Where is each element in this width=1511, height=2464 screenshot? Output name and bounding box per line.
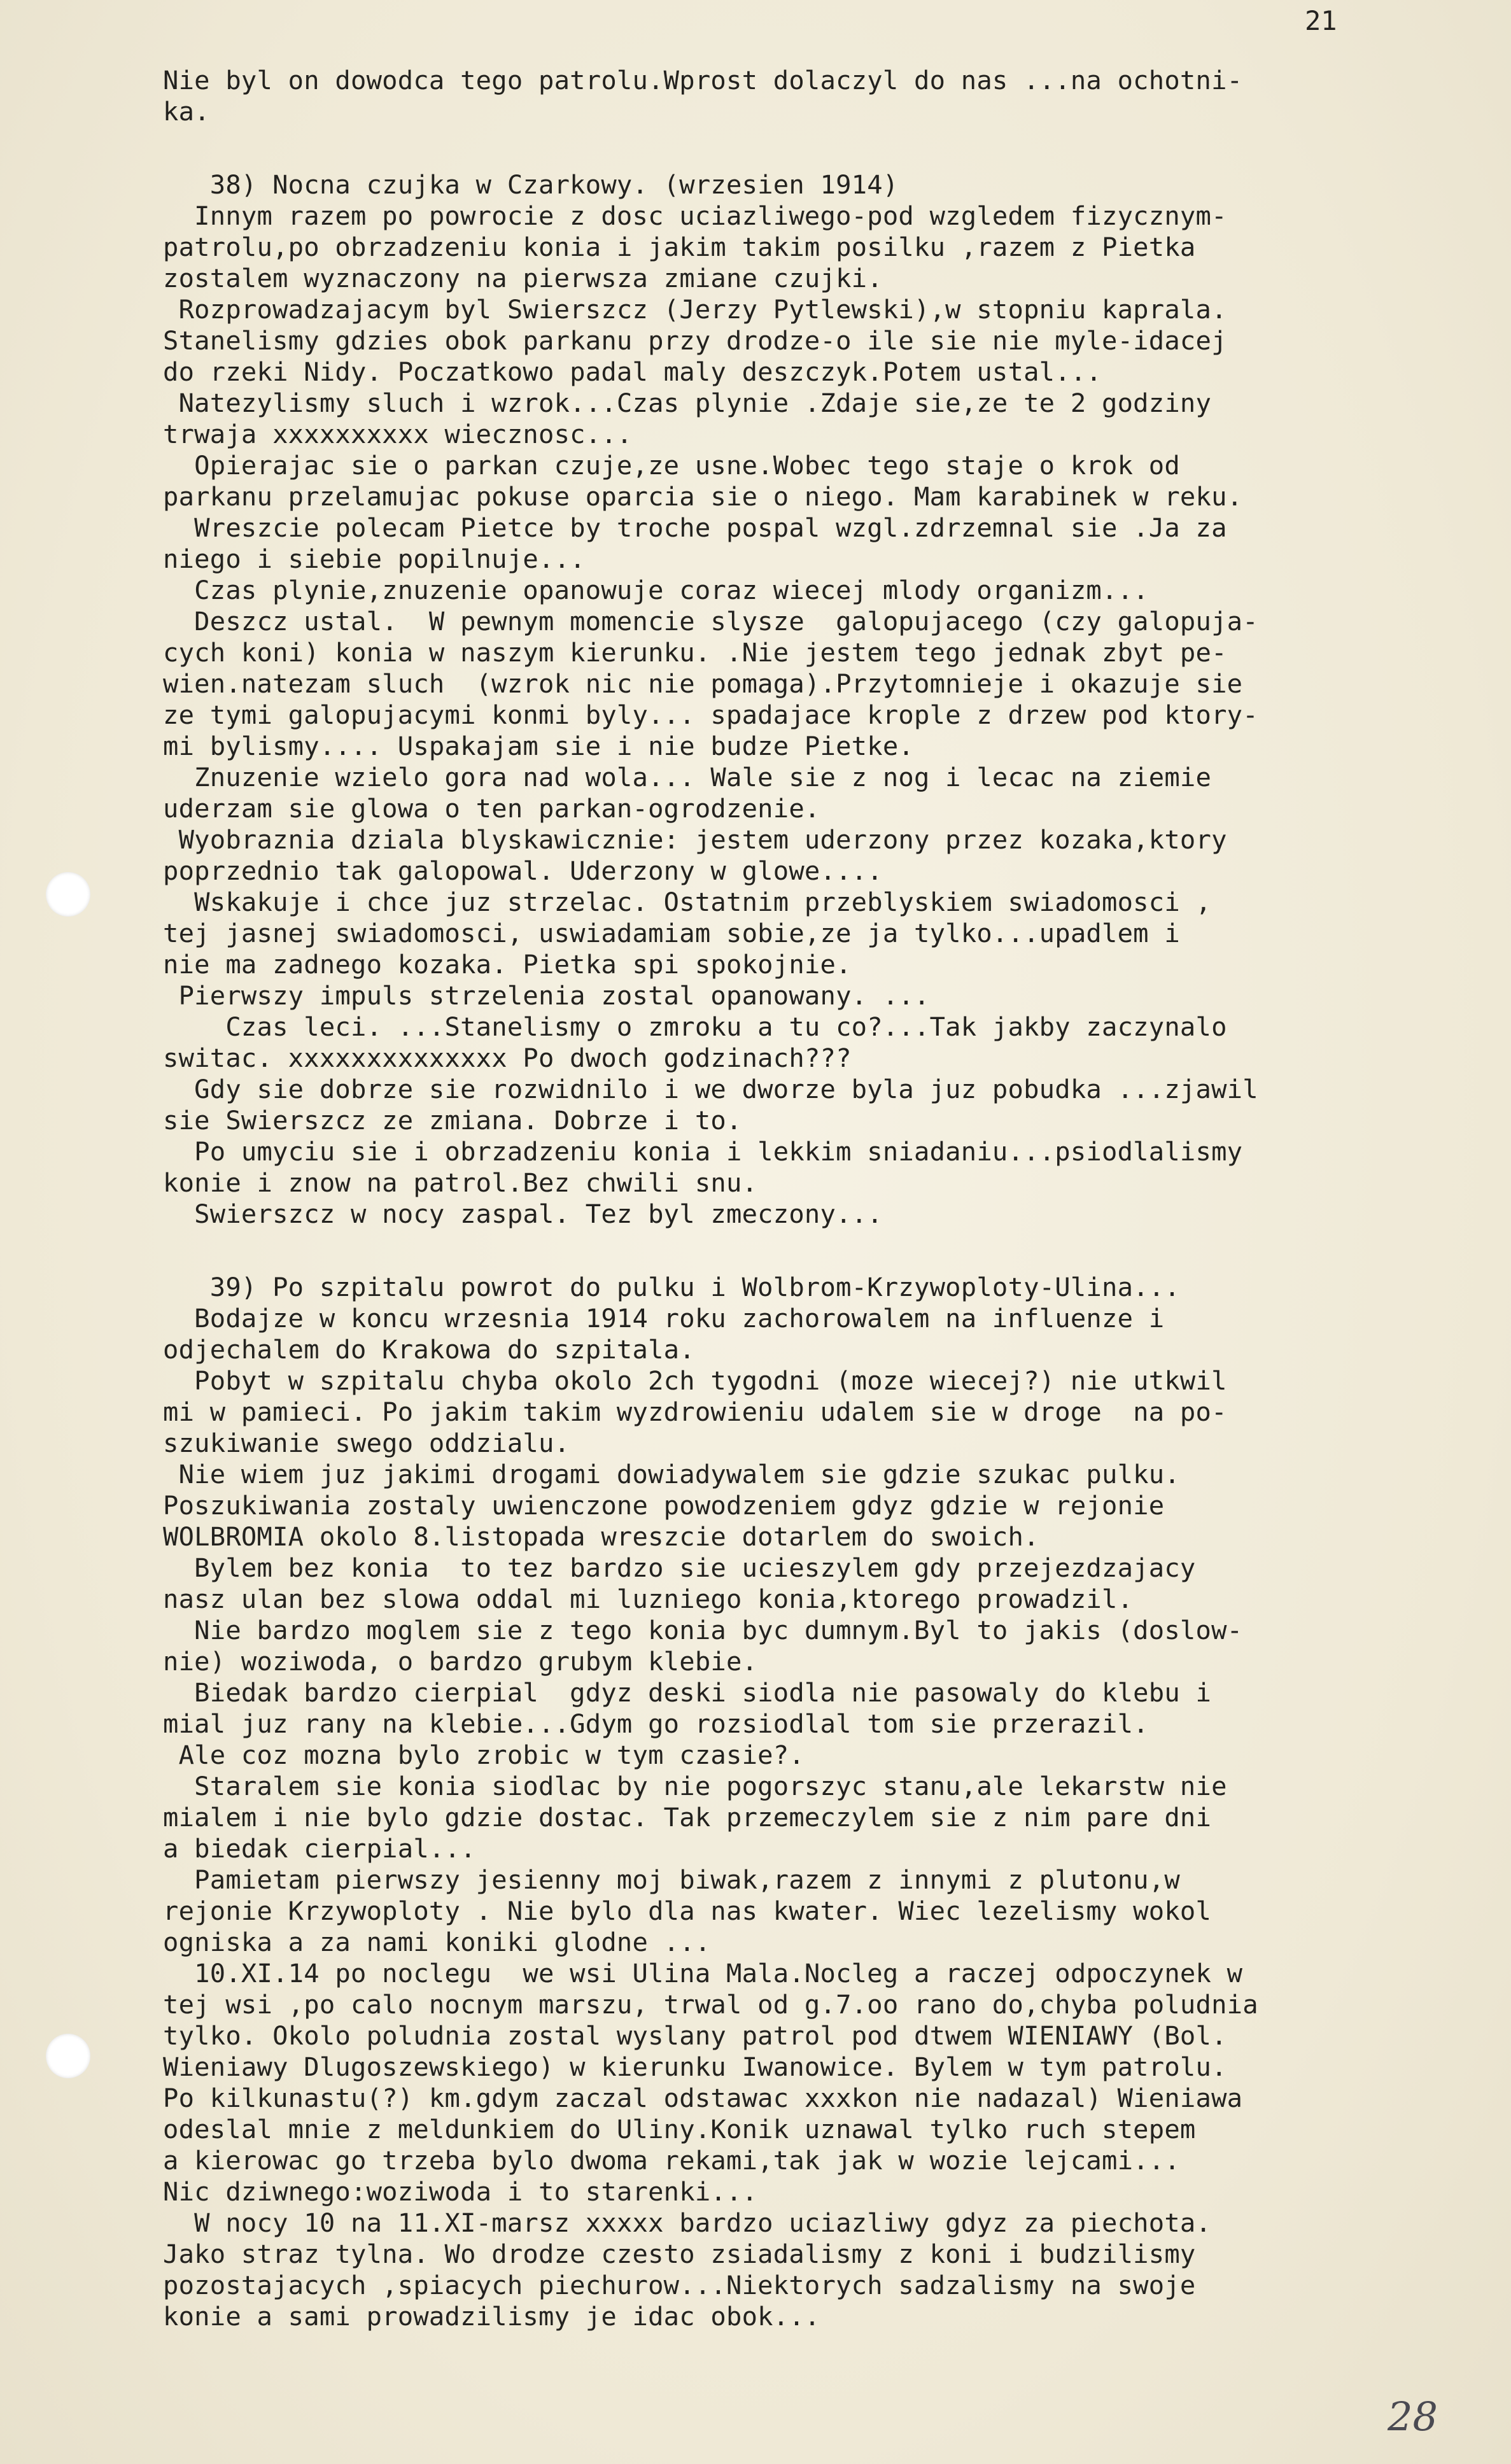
text-line: pozostajacych ,spiacych piechurow...Niektorych sadzalismy na swoje	[163, 2270, 1196, 2300]
text-line: Ale coz mozna bylo zrobic w tym czasie?.	[163, 1740, 805, 1770]
text-line: nasz ulan bez slowa oddal mi luzniego konia,ktorego prowadzil.	[163, 1584, 1134, 1614]
text-line: Czas leci. ...Stanelismy o zmroku a tu co?...Tak jakby zaczynalo	[163, 1011, 1227, 1042]
text-line: Pamietam pierwszy jesienny moj biwak,razem z innymi z plutonu,w	[163, 1864, 1180, 1895]
text-line: rejonie Krzywoploty . Nie bylo dla nas kwater. Wiec lezelismy wokol	[163, 1896, 1212, 1926]
text-line: Pobyt w szpitalu chyba okolo 2ch tygodni (moze wiecej?) nie utkwil	[163, 1365, 1227, 1396]
text-line: ogniska a za nami koniki glodne ...	[163, 1927, 711, 1957]
text-line: Deszcz ustal. W pewnym momencie slysze galopujacego (czy galopuja-	[163, 606, 1258, 637]
text-line: Bylem bez konia to tez bardzo sie ucieszylem gdy przejezdzajacy	[163, 1552, 1196, 1583]
text-line: odeslal mnie z meldunkiem do Uliny.Konik uznawal tylko ruch stepem	[163, 2114, 1196, 2144]
text-line: ka.	[163, 96, 210, 127]
text-line: switac. xxxxxxxxxxxxxx Po dwoch godzinach???	[163, 1043, 852, 1073]
text-line: sie Swierszcz ze zmiana. Dobrze i to.	[163, 1105, 742, 1136]
text-line: mial juz rany na klebie...Gdym go rozsiodlal tom sie przerazil.	[163, 1708, 1149, 1739]
text-line: Gdy sie dobrze sie rozwidnilo i we dworze byla juz pobudka ...zjawil	[163, 1074, 1258, 1104]
text-line	[163, 1230, 1487, 1272]
text-line: uderzam sie glowa o ten parkan-ogrodzenie.	[163, 793, 820, 824]
text-line: Swierszcz w nocy zaspal. Tez byl zmeczony...	[163, 1199, 883, 1229]
page-number: 21	[1305, 5, 1337, 36]
text-line: mi w pamieci. Po jakim takim wyzdrowieniu udalem sie w droge na po-	[163, 1397, 1227, 1427]
text-line: 39) Po szpitalu powrot do pulku i Wolbrom-Krzywoploty-Ulina...	[163, 1272, 1180, 1302]
text-line: Po kilkunastu(?) km.gdym zaczal odstawac xxxkon nie nadazal) Wieniawa	[163, 2083, 1243, 2113]
text-line: niego i siebie popilnuje...	[163, 544, 586, 574]
text-line: tej jasnej swiadomosci, uswiadamiam sobie,ze ja tylko...upadlem i	[163, 918, 1180, 948]
text-line: Wreszcie polecam Pietce by troche pospal wzgl.zdrzemnal sie .Ja za	[163, 512, 1227, 543]
text-line: Staralem sie konia siodlac by nie pogorszyc stanu,ale lekarstw nie	[163, 1771, 1227, 1801]
text-line: Stanelismy gdzies obok parkanu przy drodze-o ile sie nie myle-idacej	[163, 325, 1227, 356]
typewritten-text	[163, 65, 1487, 2332]
text-line: Nie byl on dowodca tego patrolu.Wprost dolaczyl do nas ...na ochotni-	[163, 65, 1243, 95]
text-line: Rozprowadzajacym byl Swierszcz (Jerzy Pytlewski),w stopniu kaprala.	[163, 294, 1227, 325]
text-line: ze tymi galopujacymi konmi byly... spadajace krople z drzew pod ktory-	[163, 700, 1258, 730]
text-line	[163, 127, 1487, 169]
text-line: wien.natezam sluch (wzrok nic nie pomaga).Przytomnieje i okazuje sie	[163, 668, 1243, 699]
text-line: do rzeki Nidy. Poczatkowo padal maly deszczyk.Potem ustal...	[163, 356, 1102, 387]
text-line: konie i znow na patrol.Bez chwili snu.	[163, 1167, 758, 1198]
text-line: tej wsi ,po calo nocnym marszu, trwal od g.7.oo rano do,chyba poludnia	[163, 1989, 1258, 2020]
text-line: patrolu,po obrzadzeniu konia i jakim takim posilku ,razem z Pietka	[163, 232, 1196, 262]
text-line: Znuzenie wzielo gora nad wola... Wale sie z nog i lecac na ziemie	[163, 762, 1212, 792]
text-line: Nie wiem juz jakimi drogami dowiadywalem sie gdzie szukac pulku.	[163, 1459, 1180, 1489]
text-line: Biedak bardzo cierpial gdyz deski siodla nie pasowaly do klebu i	[163, 1677, 1212, 1708]
text-line: Pierwszy impuls strzelenia zostal opanowany. ...	[163, 980, 930, 1011]
text-line: 10.XI.14 po noclegu we wsi Ulina Mala.Nocleg a raczej odpoczynek w	[163, 1958, 1243, 1989]
text-line: WOLBROMIA okolo 8.listopada wreszcie dotarlem do swoich.	[163, 1521, 1039, 1552]
text-line: zostalem wyznaczony na pierwsza zmiane czujki.	[163, 263, 883, 293]
text-line: Czas plynie,znuzenie opanowuje coraz wiecej mlody organizm...	[163, 575, 1149, 605]
text-line: konie a sami prowadzilismy je idac obok...	[163, 2301, 820, 2332]
text-line: mi bylismy.... Uspakajam sie i nie budze Pietke.	[163, 731, 914, 761]
text-line: W nocy 10 na 11.XI-marsz xxxxx bardzo uciazliwy gdyz za piechota.	[163, 2207, 1212, 2238]
text-line: odjechalem do Krakowa do szpitala.	[163, 1334, 695, 1365]
text-line: szukiwanie swego oddzialu.	[163, 1428, 570, 1458]
text-line: cych koni) konia w naszym kierunku. .Nie jestem tego jednak zbyt pe-	[163, 637, 1227, 668]
text-line: Poszukiwania zostaly uwienczone powodzeniem gdyz gdzie w rejonie	[163, 1490, 1165, 1521]
text-line: Wskakuje i chce juz strzelac. Ostatnim przeblyskiem swiadomosci ,	[163, 887, 1212, 917]
text-line: Bodajze w koncu wrzesnia 1914 roku zachorowalem na influenze i	[163, 1303, 1165, 1334]
punch-hole	[46, 2034, 90, 2078]
text-line: a kierowac go trzeba bylo dwoma rekami,tak jak w wozie lejcami...	[163, 2145, 1180, 2176]
text-line: parkanu przelamujac pokuse oparcia sie o niego. Mam karabinek w reku.	[163, 481, 1243, 512]
text-line: tylko. Okolo poludnia zostal wyslany patrol pod dtwem WIENIAWY (Bol.	[163, 2020, 1227, 2051]
punch-hole	[46, 872, 90, 917]
handwritten-folio-number: 28	[1388, 2393, 1438, 2440]
text-line: Po umyciu sie i obrzadzeniu konia i lekkim sniadaniu...psiodlalismy	[163, 1136, 1243, 1167]
text-line: Nie bardzo moglem sie z tego konia byc dumnym.Byl to jakis (doslow-	[163, 1615, 1243, 1645]
text-line: nie) woziwoda, o bardzo grubym klebie.	[163, 1646, 758, 1677]
text-line: Natezylismy sluch i wzrok...Czas plynie .Zdaje sie,ze te 2 godziny	[163, 388, 1212, 418]
text-line: Wieniawy Dlugoszewskiego) w kierunku Iwanowice. Bylem w tym patrolu.	[163, 2052, 1227, 2082]
text-line: Wyobraznia dziala blyskawicznie: jestem uderzony przez kozaka,ktory	[163, 824, 1227, 855]
text-line: mialem i nie bylo gdzie dostac. Tak przemeczylem sie z nim pare dni	[163, 1802, 1212, 1833]
text-line: Opierajac sie o parkan czuje,ze usne.Wobec tego staje o krok od	[163, 450, 1180, 481]
text-line: a biedak cierpial...	[163, 1833, 476, 1864]
text-line: nie ma zadnego kozaka. Pietka spi spokojnie.	[163, 949, 852, 980]
text-line: trwaja xxxxxxxxxx wiecznosc...	[163, 419, 633, 449]
text-line: poprzednio tak galopowal. Uderzony w glowe....	[163, 855, 883, 886]
text-line: 38) Nocna czujka w Czarkowy. (wrzesien 1914)	[163, 169, 899, 200]
text-line: Jako straz tylna. Wo drodze czesto zsiadalismy z koni i budzilismy	[163, 2239, 1196, 2269]
text-line: Nic dziwnego:woziwoda i to starenki...	[163, 2176, 758, 2207]
text-line: Innym razem po powrocie z dosc uciazliwego-pod wzgledem fizycznym-	[163, 201, 1227, 231]
